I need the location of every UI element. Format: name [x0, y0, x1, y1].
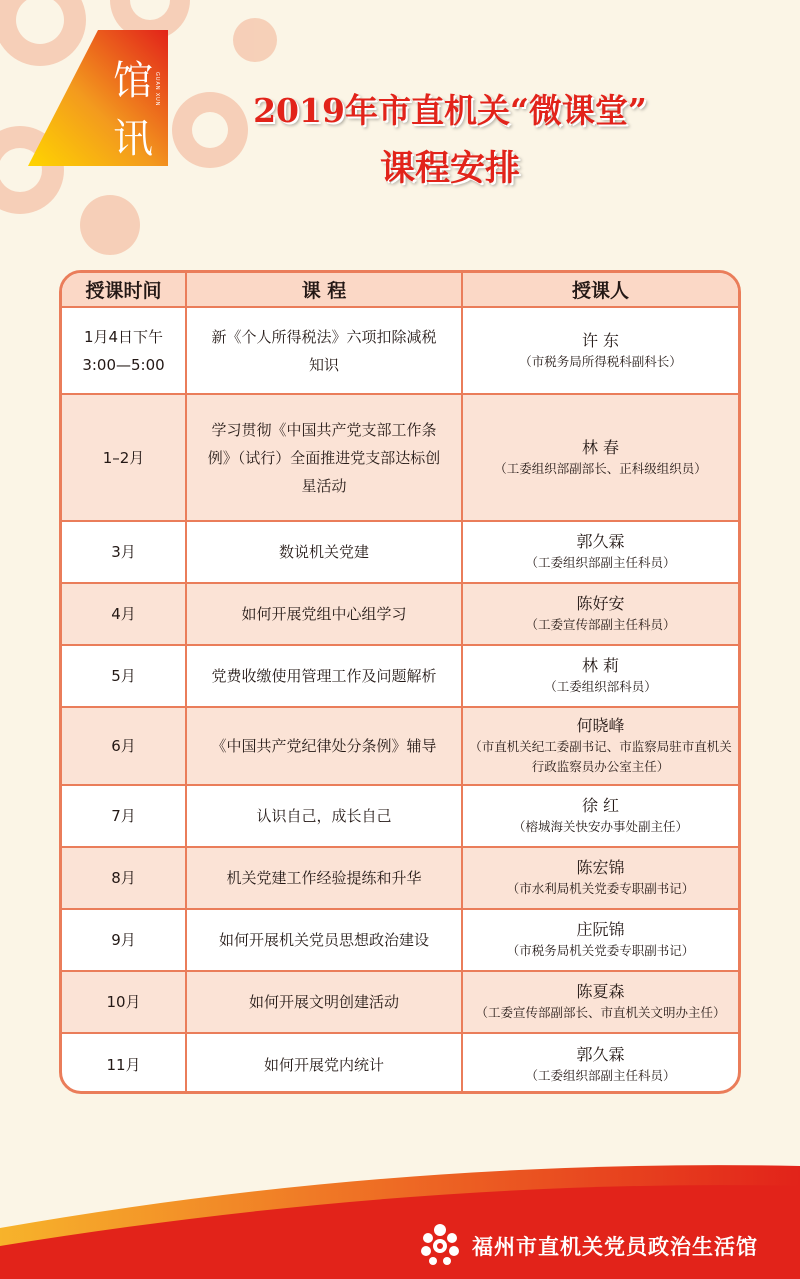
cell-time: 10月: [62, 971, 186, 1033]
title-line-1: 2019年市直机关“微课堂”: [253, 91, 647, 130]
cell-teacher: [462, 909, 738, 971]
teacher-name: 徐 红: [581, 796, 620, 815]
table-row: [62, 909, 738, 971]
cell-course: 如何开展机关党员思想政治建设: [186, 909, 462, 971]
cell-teacher: [462, 307, 738, 394]
guanxun-badge: [28, 30, 168, 166]
teacher-name: 陈好安: [576, 594, 625, 613]
teacher-title: （市税务局所得税科副科长）: [519, 353, 682, 369]
org-logo-icon: [416, 1220, 464, 1270]
teacher-name: 林 春: [581, 437, 620, 457]
cell-course: 如何开展党组中心组学习: [186, 583, 462, 645]
badge-char-2: 讯: [113, 116, 153, 162]
teacher-name: 许 东: [581, 330, 620, 350]
col-header-teacher: 授课人: [462, 273, 738, 307]
teacher-title: （市水利局机关党委专职副书记）: [506, 881, 695, 896]
cell-teacher: [462, 394, 738, 521]
cell-course: 《中国共产党纪律处分条例》辅导: [186, 707, 462, 785]
table-row: [62, 707, 738, 785]
cell-time: 8月: [62, 847, 186, 909]
cell-course: 机关党建工作经验提练和升华: [186, 847, 462, 909]
cell-time: 6月: [62, 707, 186, 785]
col-header-time: 授课时间: [62, 273, 186, 307]
teacher-name: 陈夏森: [576, 982, 625, 1001]
teacher-name: 郭久霖: [576, 532, 625, 551]
cell-course: 新《个人所得税法》六项扣除减税知识: [186, 307, 462, 394]
teacher-title: （工委宣传部副部长、市直机关文明办主任）: [475, 1005, 726, 1020]
title-line-2: 课程安排: [379, 148, 520, 189]
cell-time: 9月: [62, 909, 186, 971]
table-row: [62, 583, 738, 645]
cell-teacher: [462, 785, 738, 847]
col-header-course: 课 程: [186, 273, 462, 307]
footer-org-name: 福州市直机关党员政治生活馆: [472, 1235, 758, 1259]
table-row: [62, 1033, 738, 1094]
table-row: [62, 521, 738, 583]
cell-time: 11月: [62, 1033, 186, 1094]
teacher-name: 陈宏锦: [576, 858, 625, 877]
teacher-title: （榕城海关快安办事处副主任）: [512, 819, 688, 834]
table-row: [62, 307, 738, 394]
teacher-title: （工委组织部副主任科员）: [525, 555, 676, 570]
schedule-table: [59, 270, 741, 1094]
teacher-title: （市直机关纪工委副书记、市监察局驻市直机关行政监察员办公室主任）: [469, 739, 732, 774]
table-row: [62, 971, 738, 1033]
table-row: [62, 785, 738, 847]
cell-time: 4月: [62, 583, 186, 645]
cell-teacher: [462, 583, 738, 645]
page-title: [190, 82, 710, 198]
cell-time: 3月: [62, 521, 186, 583]
teacher-name: 林 莉: [581, 656, 620, 675]
teacher-title: （工委组织部科员）: [544, 679, 657, 694]
cell-teacher: [462, 707, 738, 785]
cell-time: 5月: [62, 645, 186, 707]
cell-course: 党费收缴使用管理工作及问题解析: [186, 645, 462, 707]
table-row: [62, 645, 738, 707]
cell-teacher: [462, 1033, 738, 1094]
cell-teacher: [462, 521, 738, 583]
cell-course: 数说机关党建: [186, 521, 462, 583]
teacher-title: （市税务局机关党委专职副书记）: [506, 943, 695, 958]
cell-course: 如何开展文明创建活动: [186, 971, 462, 1033]
table-header-row: [62, 273, 738, 307]
teacher-name: 何晓峰: [576, 716, 625, 735]
teacher-name: 郭久霖: [576, 1044, 625, 1064]
cell-time: 1–2月: [62, 394, 186, 521]
teacher-title: （工委组织部副主任科员）: [525, 1067, 676, 1083]
cell-teacher: [462, 847, 738, 909]
cell-time: 7月: [62, 785, 186, 847]
badge-pinyin: GUAN XUN: [154, 72, 160, 107]
cell-course: 学习贯彻《中国共产党支部工作条例》（试行）全面推进党支部达标创星活动: [186, 394, 462, 521]
table-row: [62, 394, 738, 521]
cell-teacher: [462, 971, 738, 1033]
teacher-name: 庄阮锦: [576, 920, 625, 939]
table-row: [62, 847, 738, 909]
teacher-title: （工委宣传部副主任科员）: [525, 617, 676, 632]
cell-course: 如何开展党内统计: [186, 1033, 462, 1094]
cell-time: 1月4日下午 3:00—5:00: [62, 307, 186, 394]
cell-teacher: [462, 645, 738, 707]
teacher-title: （工委组织部副部长、正科级组织员）: [494, 460, 707, 476]
badge-char-1: 馆: [113, 58, 153, 104]
cell-course: 认识自己，成长自己: [186, 785, 462, 847]
